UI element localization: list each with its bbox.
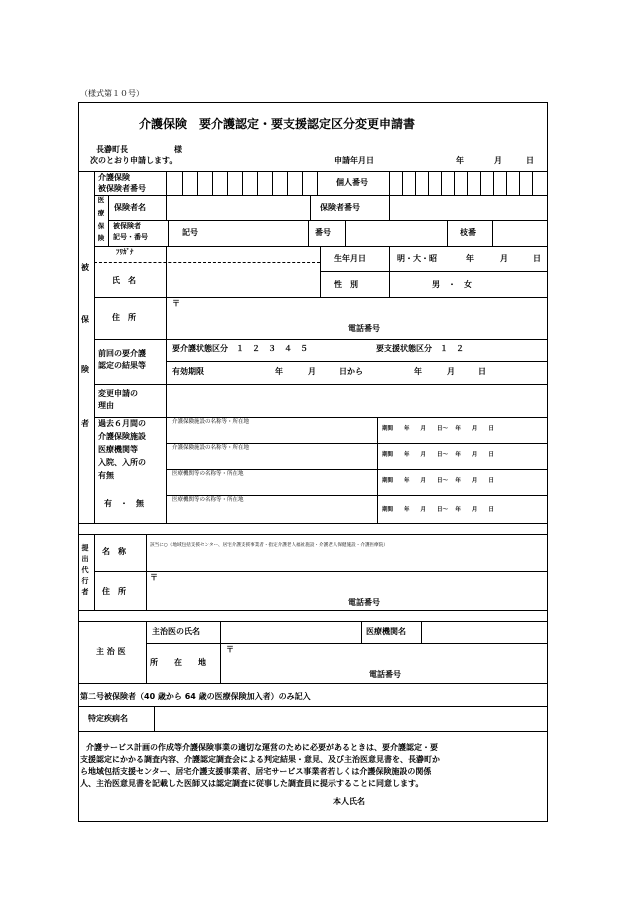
- previous-result-label-2: 認定の結果等: [98, 361, 146, 370]
- insured-side-label-2: 保: [81, 315, 89, 324]
- era-label: 明・大・昭: [397, 254, 437, 263]
- medical-vertical-2: 療: [97, 209, 105, 217]
- facility-history-label-3: 医療機関等: [98, 445, 138, 454]
- agent-phone-label: 電話番号: [348, 598, 380, 607]
- gender-options: 男 ・ 女: [432, 280, 472, 289]
- agent-side-2: 出: [81, 555, 89, 563]
- furigana-label: ﾌﾘｶﾞﾅ: [116, 248, 134, 256]
- validity-to-day: 日: [478, 367, 486, 376]
- agent-name-note: 該当に○（地域包括支援センター、居宅介護支援事業者・指定介護老人福祉施設・介護老人保健施設・介護医療院）: [150, 543, 388, 548]
- medical-vertical-4: 険: [97, 234, 105, 242]
- validity-from-year: 年: [275, 367, 283, 376]
- addressee: 長瀞町長: [96, 145, 128, 154]
- support-level-label: 要支援状態区分 １ ２: [376, 344, 464, 353]
- gender-label: 性 別: [334, 280, 358, 289]
- period-row-2: 期間 年 月 日～ 年 月 日: [382, 452, 494, 458]
- date-day: 日: [526, 156, 534, 165]
- doctor-location-label: 所 在 地: [150, 658, 206, 667]
- period-row-1: 期間 年 月 日～ 年 月 日: [382, 426, 494, 432]
- agent-postal-mark: 〒: [150, 573, 158, 582]
- validity-to-month: 月: [447, 367, 455, 376]
- insurer-name-label: 保険者名: [114, 203, 146, 212]
- date-year: 年: [456, 156, 464, 165]
- agent-side-4: 行: [81, 577, 89, 585]
- care-level-label: 要介護状態区分 １ ２ ３ ４ ５: [172, 344, 308, 353]
- secondary-note: 第二号被保険者（40 歳から 64 歳の医療保険加入者）のみ記入: [80, 692, 311, 701]
- date-month: 月: [494, 156, 502, 165]
- insured-number-label-2: 被保険者番号: [98, 184, 146, 193]
- birth-month: 月: [500, 254, 508, 263]
- application-date-label: 申請年月日: [334, 156, 374, 165]
- consent-line-3: ら地域包括支援センター、居宅介護支援事業者、居宅サービス事業者若しくは介護保険施設の関係: [80, 767, 432, 776]
- birth-day: 日: [533, 254, 541, 263]
- doctor-label: 主 治 医: [96, 647, 126, 656]
- agent-address-label: 住 所: [102, 587, 126, 596]
- birth-year: 年: [466, 254, 474, 263]
- insured-number-label-1: 介護保険: [98, 173, 130, 182]
- validity-from-month: 月: [308, 367, 316, 376]
- consent-line-4: 人、主治医意見書を記載した医師又は認定調査に従事した調査員に提示することに同意します。: [80, 779, 424, 788]
- agent-side-5: 者: [81, 588, 89, 596]
- honorific: 様: [174, 145, 182, 154]
- facility-row-2: 介護保険施設の名称等・所在地: [172, 445, 250, 451]
- page-title: 介護保険 要介護認定・要支援認定区分変更申請書: [139, 117, 416, 131]
- period-row-4: 期間 年 月 日～ 年 月 日: [382, 507, 494, 513]
- doctor-table: [78, 621, 548, 684]
- medical-vertical-1: 医: [97, 196, 105, 204]
- agent-side-1: 提: [81, 544, 89, 552]
- facility-history-label-2: 介護保険施設: [98, 432, 146, 441]
- insured-side-label-3: 険: [81, 365, 89, 374]
- validity-label: 有効期限: [172, 367, 204, 376]
- facility-row-4: 医療機関等の名称等・所在地: [172, 497, 244, 503]
- name-label: 氏 名: [112, 276, 136, 285]
- number-label: 番号: [315, 228, 331, 237]
- change-reason-label-2: 理由: [98, 401, 114, 410]
- yes-no-label: 有 ・ 無: [104, 499, 144, 508]
- symbol-label: 記号: [182, 228, 198, 237]
- disease-label: 特定疾病名: [88, 714, 128, 723]
- signature-label: 本人氏名: [333, 797, 365, 806]
- request-text: 次のとおり申請します。: [90, 156, 178, 165]
- facility-history-label-4: 入院、入所の: [98, 458, 146, 467]
- doctor-postal-mark: 〒: [226, 645, 234, 654]
- address-label: 住 所: [112, 313, 136, 322]
- insured-symbol-label-2: 記号・番号: [113, 233, 148, 241]
- personal-number-label: 個人番号: [336, 178, 368, 187]
- insured-table: [78, 171, 548, 524]
- facility-history-label-1: 過去６月間の: [98, 419, 146, 428]
- form-number: （様式第１０号）: [80, 89, 144, 98]
- facility-row-3: 医療機関等の名称等・所在地: [172, 471, 244, 477]
- agent-name-label: 名 称: [102, 547, 126, 556]
- birthdate-label: 生年月日: [334, 254, 366, 263]
- facility-history-label-5: 有無: [98, 471, 114, 480]
- agent-side-3: 代: [81, 566, 89, 574]
- insured-side-label-1: 被: [81, 263, 89, 272]
- medical-vertical-3: 保: [97, 222, 105, 230]
- validity-to-year: 年: [414, 367, 422, 376]
- change-reason-label-1: 変更申請の: [98, 389, 138, 398]
- previous-result-label-1: 前回の要介護: [98, 349, 146, 358]
- consent-line-2: 支援認定にかかる調査内容、介護認定調査会による判定結果・意見、及び主治医意見書を、長瀞町か: [80, 755, 440, 764]
- insurer-number-label: 保険者番号: [320, 203, 360, 212]
- insured-side-label-4: 者: [81, 419, 89, 428]
- doctor-institution-label: 医療機関名: [366, 627, 406, 636]
- phone-label: 電話番号: [348, 324, 380, 333]
- disease-table: [78, 706, 548, 732]
- consent-line-1: 介護サービス計画の作成等介護保険事業の適切な運営のために必要があるときは、要介護認定・要: [86, 743, 438, 752]
- branch-label: 枝番: [460, 228, 476, 237]
- postal-mark: 〒: [172, 299, 180, 308]
- validity-from-label: 日から: [339, 367, 363, 376]
- doctor-name-label: 主治医の氏名: [152, 627, 200, 636]
- doctor-phone-label: 電話番号: [369, 670, 401, 679]
- period-row-3: 期間 年 月 日～ 年 月 日: [382, 478, 494, 484]
- facility-row-1: 介護保険施設の名称等・所在地: [172, 419, 250, 425]
- insured-symbol-label-1: 被保険者: [113, 222, 141, 230]
